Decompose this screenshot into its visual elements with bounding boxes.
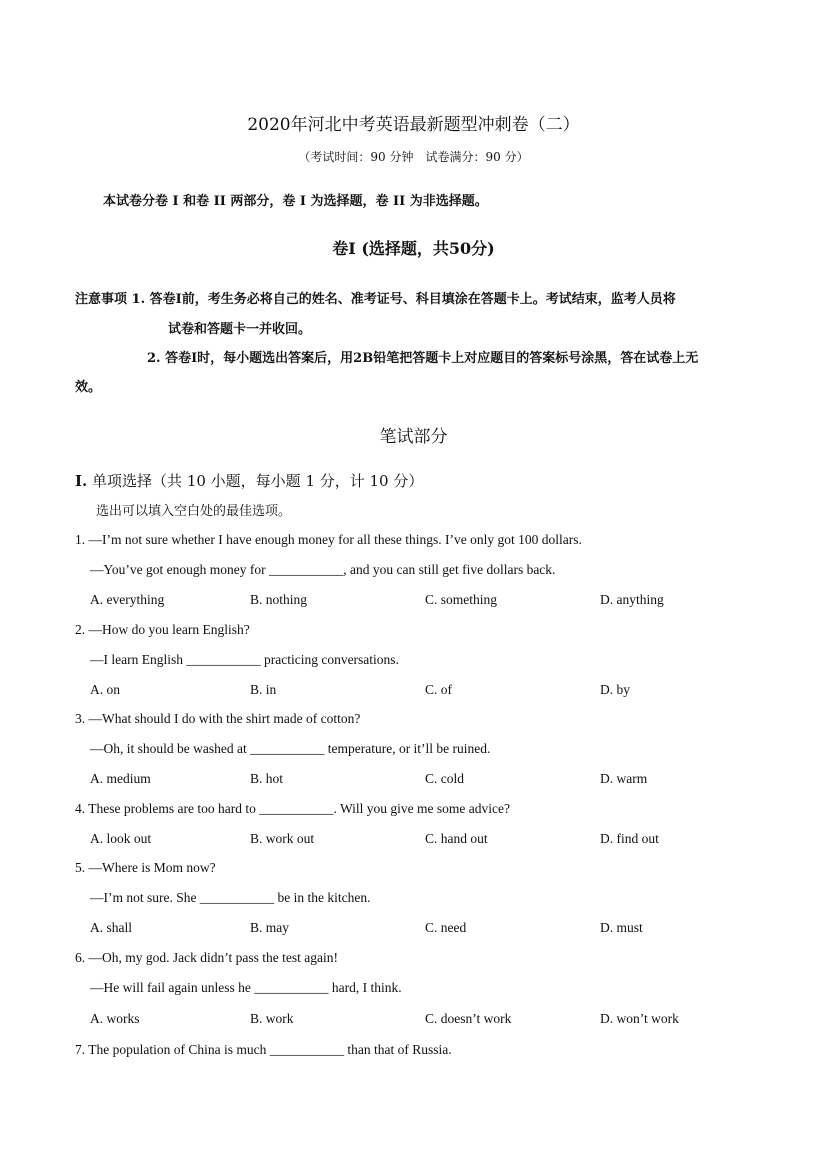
question-5-line-2: —I’m not sure. She ___________ be in the kitchen. [90, 890, 371, 905]
question-6-line-2: —He will fail again unless he ___________ hard, I think. [90, 980, 402, 995]
part-title: 笔试部分 [379, 427, 448, 447]
question-3-option-c: C. cold [425, 771, 464, 786]
instruction: 选出可以填入空白处的最佳选项。 [96, 504, 292, 519]
question-5-option-d: D. must [600, 920, 643, 935]
question-1-line-2: —You’ve got enough money for ___________, and you can still get five dollars back. [90, 562, 556, 577]
note-2-part-b: 效。 [75, 380, 102, 395]
question-2-line-1: 2. —How do you learn English? [75, 622, 250, 637]
question-6-option-a: A. works [90, 1011, 140, 1026]
exam-title: 2020年河北中考英语最新题型冲刺卷（二） [247, 115, 580, 135]
question-4-option-a: A. look out [90, 831, 152, 846]
question-7-line-1: 7. The population of China is much ___________ than that of Russia. [75, 1042, 452, 1057]
notes-label: 注意事项 [75, 292, 128, 307]
question-4-option-b: B. work out [250, 831, 315, 846]
note-1-part-a: 1. 答卷I前，考生务必将自己的姓名、准考证号、科目填涂在答题卡上。考试结束，监考人员将 [131, 292, 676, 307]
question-2-option-d: D. by [600, 682, 630, 697]
question-6-option-c: C. doesn’t work [425, 1011, 512, 1026]
question-6-option-b: B. work [250, 1011, 294, 1026]
question-group-header [75, 470, 423, 491]
question-6-line-1: 6. —Oh, my god. Jack didn’t pass the test again! [75, 950, 338, 965]
question-5-line-1: 5. —Where is Mom now? [75, 860, 216, 875]
section-title: 卷I (选择题，共50分) [332, 239, 495, 258]
exam-intro: 本试卷分卷 I 和卷 II 两部分，卷 I 为选择题，卷 II 为非选择题。 [103, 194, 488, 209]
question-2-option-c: C. of [425, 682, 452, 697]
question-2-line-2: —I learn English ___________ practicing conversations. [90, 652, 399, 667]
question-4-line-1: 4. These problems are too hard to ___________. Will you give me some advice? [75, 801, 510, 816]
question-3-line-2: —Oh, it should be washed at ___________ temperature, or it’ll be ruined. [90, 741, 491, 756]
question-1-line-1: 1. —I’m not sure whether I have enough money for all these things. I’ve only got 100 dollars. [75, 532, 582, 547]
question-1-option-a: A. everything [90, 592, 165, 607]
notes-line-1 [75, 288, 676, 307]
question-3-option-a: A. medium [90, 771, 151, 786]
question-4-option-c: C. hand out [425, 831, 488, 846]
question-4-option-d: D. find out [600, 831, 659, 846]
question-group-label: I. [75, 472, 88, 490]
note-1-part-b: 试卷和答题卡一并收回。 [168, 322, 312, 337]
question-5-option-b: B. may [250, 920, 289, 935]
question-2-option-a: A. on [90, 682, 120, 697]
question-group-info: （共 10 小题，每小题 1 分，计 10 分） [152, 472, 424, 490]
question-1-option-b: B. nothing [250, 592, 308, 607]
question-group-name: 单项选择 [92, 472, 153, 490]
question-1-option-c: C. something [425, 592, 498, 607]
question-3-option-d: D. warm [600, 771, 648, 786]
question-5-option-a: A. shall [90, 920, 132, 935]
question-5-option-c: C. need [425, 920, 467, 935]
question-2-option-b: B. in [250, 682, 277, 697]
question-1-option-d: D. anything [600, 592, 664, 607]
question-3-line-1: 3. —What should I do with the shirt made of cotton? [75, 711, 361, 726]
note-2-part-a: 2. 答卷I时，每小题选出答案后，用2B铅笔把答题卡上对应题目的答案标号涂黑，答在试卷上无 [147, 351, 699, 366]
question-3-option-b: B. hot [250, 771, 284, 786]
exam-subtitle: （考试时间：90 分钟 试卷满分：90 分） [298, 150, 529, 164]
question-6-option-d: D. won’t work [600, 1011, 679, 1026]
